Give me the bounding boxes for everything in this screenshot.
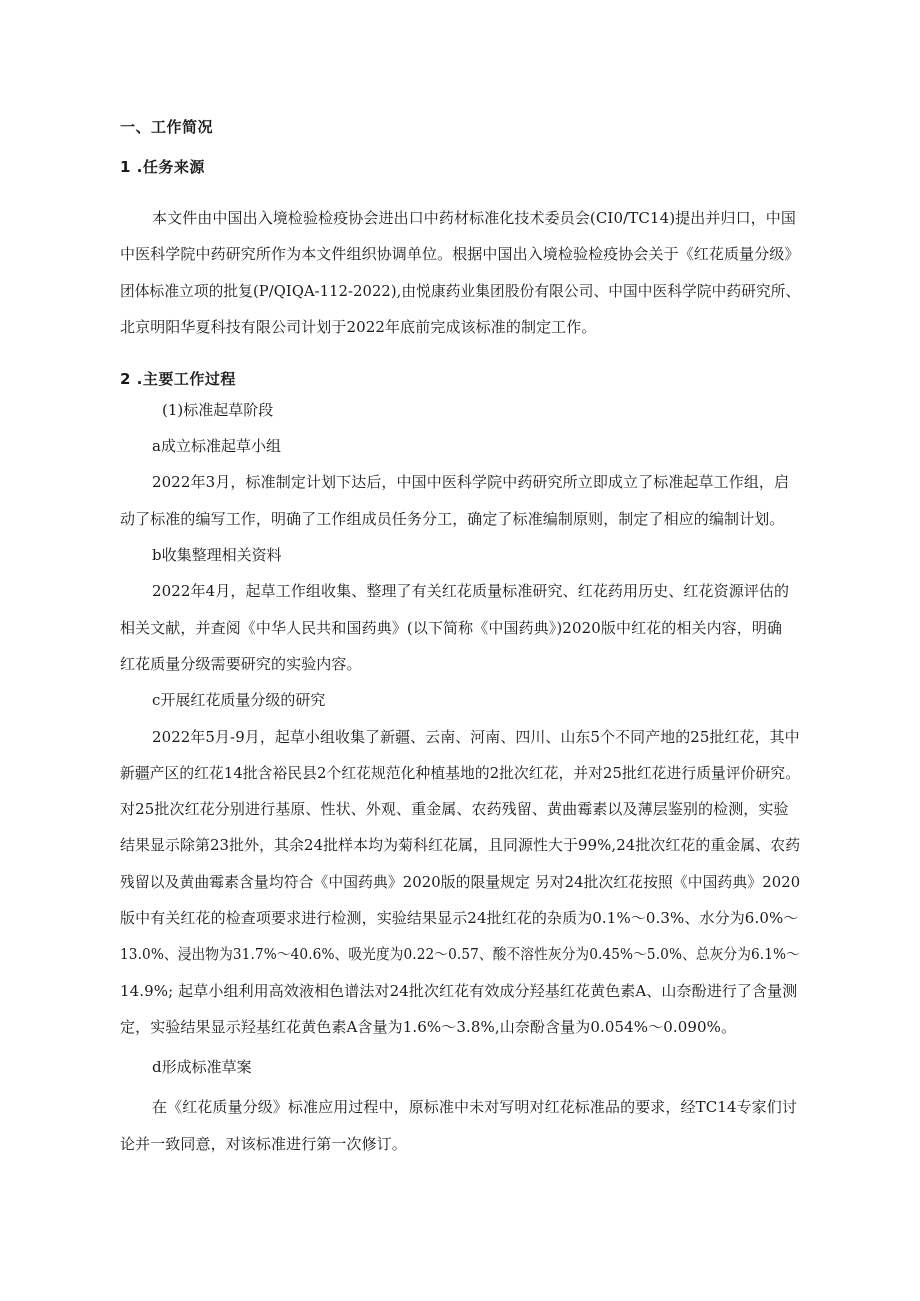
paragraph-line: 本文件由中国出入境检验检疫协会进出口中药材标准化技术委员会(CI0/TC14)提出并归口，中国	[152, 209, 796, 227]
paragraph-line: 2022年3月，标准制定计划下达后，中国中医科学院中药研究所立即成立了标准起草工作组，启	[152, 473, 790, 491]
paragraph-line: 在《红花质量分级》标准应用过程中，原标准中未对写明对红花标准品的要求，经TC14专家们讨	[152, 1098, 797, 1116]
paragraph-line: 14.9%; 起草小组利用高效液相色谱法对24批次红花有效成分羟基红花黄色素A、山奈酚进行了含量测	[120, 982, 798, 1000]
paragraph-line: 13.0%、浸出物为31.7%～40.6%、吸光度为0.22～0.57、酸不溶性灰分为0.45%～5.0%、总灰分为6.1%～	[120, 945, 800, 963]
subsection-title-task-source: 1 .任务来源	[120, 158, 205, 176]
paragraph-line: 北京明阳华夏科技有限公司计划于2022年底前完成该标准的制定工作。	[120, 318, 597, 336]
paragraph-line: 红花质量分级需要研究的实验内容。	[120, 655, 362, 673]
paragraph-line: 版中有关红花的检查项要求进行检测，实验结果显示24批红花的杂质为0.1%～0.3%、水分为6.0%～	[120, 909, 799, 927]
paragraph-line: 残留以及黄曲霉素含量均符合《中国药典》2020版的限量规定 另对24批次红花按照《中国药典》2020	[120, 873, 801, 891]
paragraph-line: 团体标准立项的批复(P/QIQA-112-2022),由悦康药业集团股份有限公司、中国中医科学院中药研究所、	[120, 282, 801, 300]
item-title-c: c开展红花质量分级的研究	[152, 691, 326, 709]
item-title-b: b收集整理相关资料	[152, 546, 282, 564]
paragraph-line: 论并一致同意，对该标准进行第一次修订。	[120, 1135, 407, 1153]
paragraph-line: 2022年4月，起草工作组收集、整理了有关红花质量标准研究、红花药用历史、红花资源评估的	[152, 582, 790, 600]
paragraph-line: 2022年5月-9月，起草小组收集了新疆、云南、河南、四川、山东5个不同产地的25批红花，其中	[152, 728, 800, 746]
section-title-work-overview: 一、工作简况	[120, 118, 214, 136]
paragraph-line: 动了标准的编写工作，明确了工作组成员任务分工，确定了标准编制原则，制定了相应的编制计划。	[120, 510, 785, 528]
item-title-d: d形成标准草案	[152, 1058, 252, 1076]
paragraph-line: 中医科学院中药研究所作为本文件组织协调单位。根据中国出入境检验检疫协会关于《红花质量分级》	[120, 245, 800, 263]
stage-title-drafting: (1)标准起草阶段	[162, 401, 274, 419]
paragraph-line: 对25批次红花分别进行基原、性状、外观、重金属、农药残留、黄曲霉素以及薄层鉴别的检测，实验	[120, 800, 789, 818]
paragraph-line: 新疆产区的红花14批含裕民县2个红花规范化种植基地的2批次红花，并对25批红花进行质量评价研究。	[120, 764, 801, 782]
subsection-title-main-process: 2 .主要工作过程	[120, 370, 236, 388]
paragraph-line: 相关文献，并查阅《中华人民共和国药典》(以下简称《中国药典》)2020版中红花的相关内容，明确	[120, 619, 783, 637]
paragraph-line: 结果显示除第23批外，其余24批样本均为菊科红花属，且同源性大于99%,24批次红花的重金属、农药	[120, 836, 801, 854]
item-title-a: a成立标准起草小组	[152, 437, 281, 455]
paragraph-line: 定，实验结果显示羟基红花黄色素A含量为1.6%～3.8%,山奈酚含量为0.054%～0.090%。	[120, 1018, 737, 1036]
